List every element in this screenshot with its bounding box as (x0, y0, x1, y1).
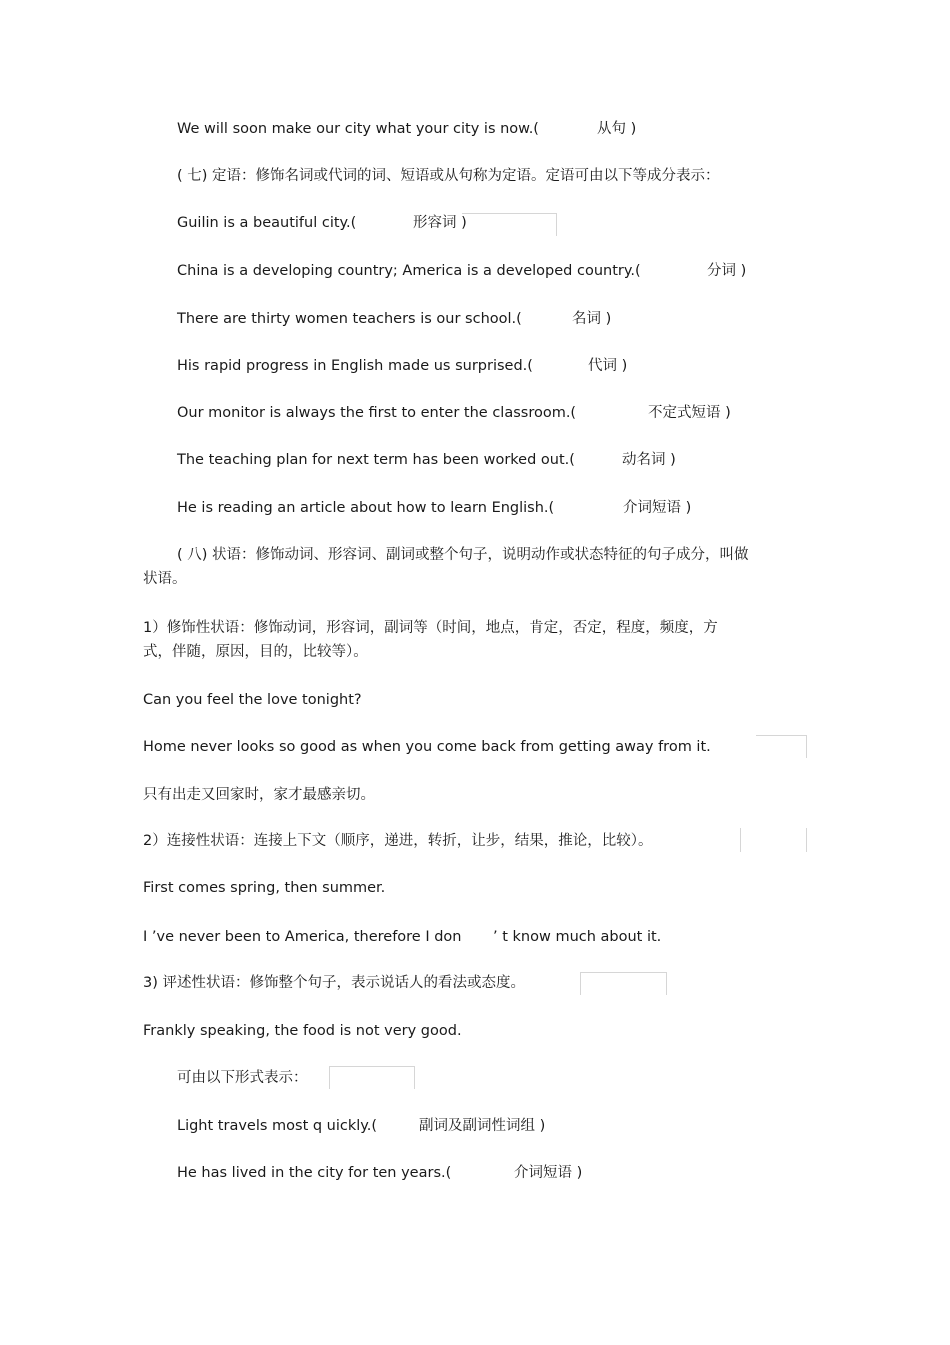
sentence-prepositional: He is reading an article about how to learn English.( 介词短语 ) (177, 500, 692, 516)
example-spring: First comes spring, then summer. (143, 880, 386, 896)
annotation-infinitive: 不定式短语 ) (648, 405, 731, 421)
heading-forms: 可由以下形式表示： (177, 1070, 308, 1086)
heading-connecting-adverbial: 2）连接性状语：连接上下文（顺序，递进，转折，让步，结果，推论，比较）。 (143, 833, 653, 849)
empty-table-cell (329, 1066, 415, 1089)
sentence-participle: China is a developing country; America is a developed country.( 分词 ) (177, 263, 747, 279)
empty-table-cell (740, 828, 807, 852)
sentence-clause: We will soon make our city what your city is now.( 从句 ) (177, 121, 637, 137)
example-home-translation: 只有出走又回家时，家才最感亲切。 (143, 787, 375, 803)
annotation-noun: 名词 ) (572, 311, 612, 327)
example-love: Can you feel the love tonight? (143, 692, 362, 708)
sentence-pronoun: His rapid progress in English made us surprised.( 代词 ) (177, 358, 628, 374)
heading-modifying-adverbial: 1）修饰性状语：修饰动词，形容词，副词等（时间，地点，肯定，否定，程度，频度，方式，伴随，原因，目的，比较等）。 (143, 620, 718, 660)
annotation-prepositional: 介词短语 ) (623, 500, 692, 516)
heading-attributive: ( 七) 定语：修饰名词或代词的词、短语或从句称为定语。定语可由以下等成分表示： (177, 168, 720, 184)
heading-evaluative-adverbial: 3) 评述性状语：修饰整个句子，表示说话人的看法或态度。 (143, 975, 525, 991)
example-frankly: Frankly speaking, the food is not very good. (143, 1023, 462, 1039)
annotation-adverb: 副词及副词性词组 ) (419, 1118, 546, 1134)
annotation-pronoun: 代词 ) (588, 358, 628, 374)
empty-table-cell (462, 213, 557, 236)
sentence-gerund: The teaching plan for next term has been worked out.( 动名词 ) (177, 452, 676, 468)
sentence-adjective: Guilin is a beautiful city.( 形容词 ) (177, 215, 467, 231)
annotation-participle: 分词 ) (707, 263, 747, 279)
annotation-prepositional-phrase: 介词短语 ) (514, 1165, 583, 1181)
sentence-adverb: Light travels most q uickly.( 副词及副词性词组 ) (177, 1118, 546, 1134)
empty-table-cell (580, 972, 667, 995)
example-home: Home never looks so good as when you come back from getting away from it. (143, 739, 711, 755)
sentence-infinitive: Our monitor is always the first to enter the classroom.( 不定式短语 ) (177, 405, 731, 421)
sentence-prepositional-phrase: He has lived in the city for ten years.( 介词短语 ) (177, 1165, 583, 1181)
example-america: I ’ve never been to America, therefore I don ’ t know much about it. (143, 929, 662, 945)
example-america-continued: ’ t know much about it. (493, 929, 662, 945)
annotation-gerund: 动名词 ) (622, 452, 676, 468)
heading-adverbial: ( 八) 状语：修饰动词、形容词、副词或整个句子，说明动作或状态特征的句子成分，叫做状语。 (143, 547, 749, 587)
annotation-adjective: 形容词 ) (413, 215, 467, 231)
annotation-clause: 从句 ) (597, 121, 637, 137)
empty-table-cell (756, 735, 807, 758)
sentence-noun: There are thirty women teachers is our school.( 名词 ) (177, 311, 612, 327)
